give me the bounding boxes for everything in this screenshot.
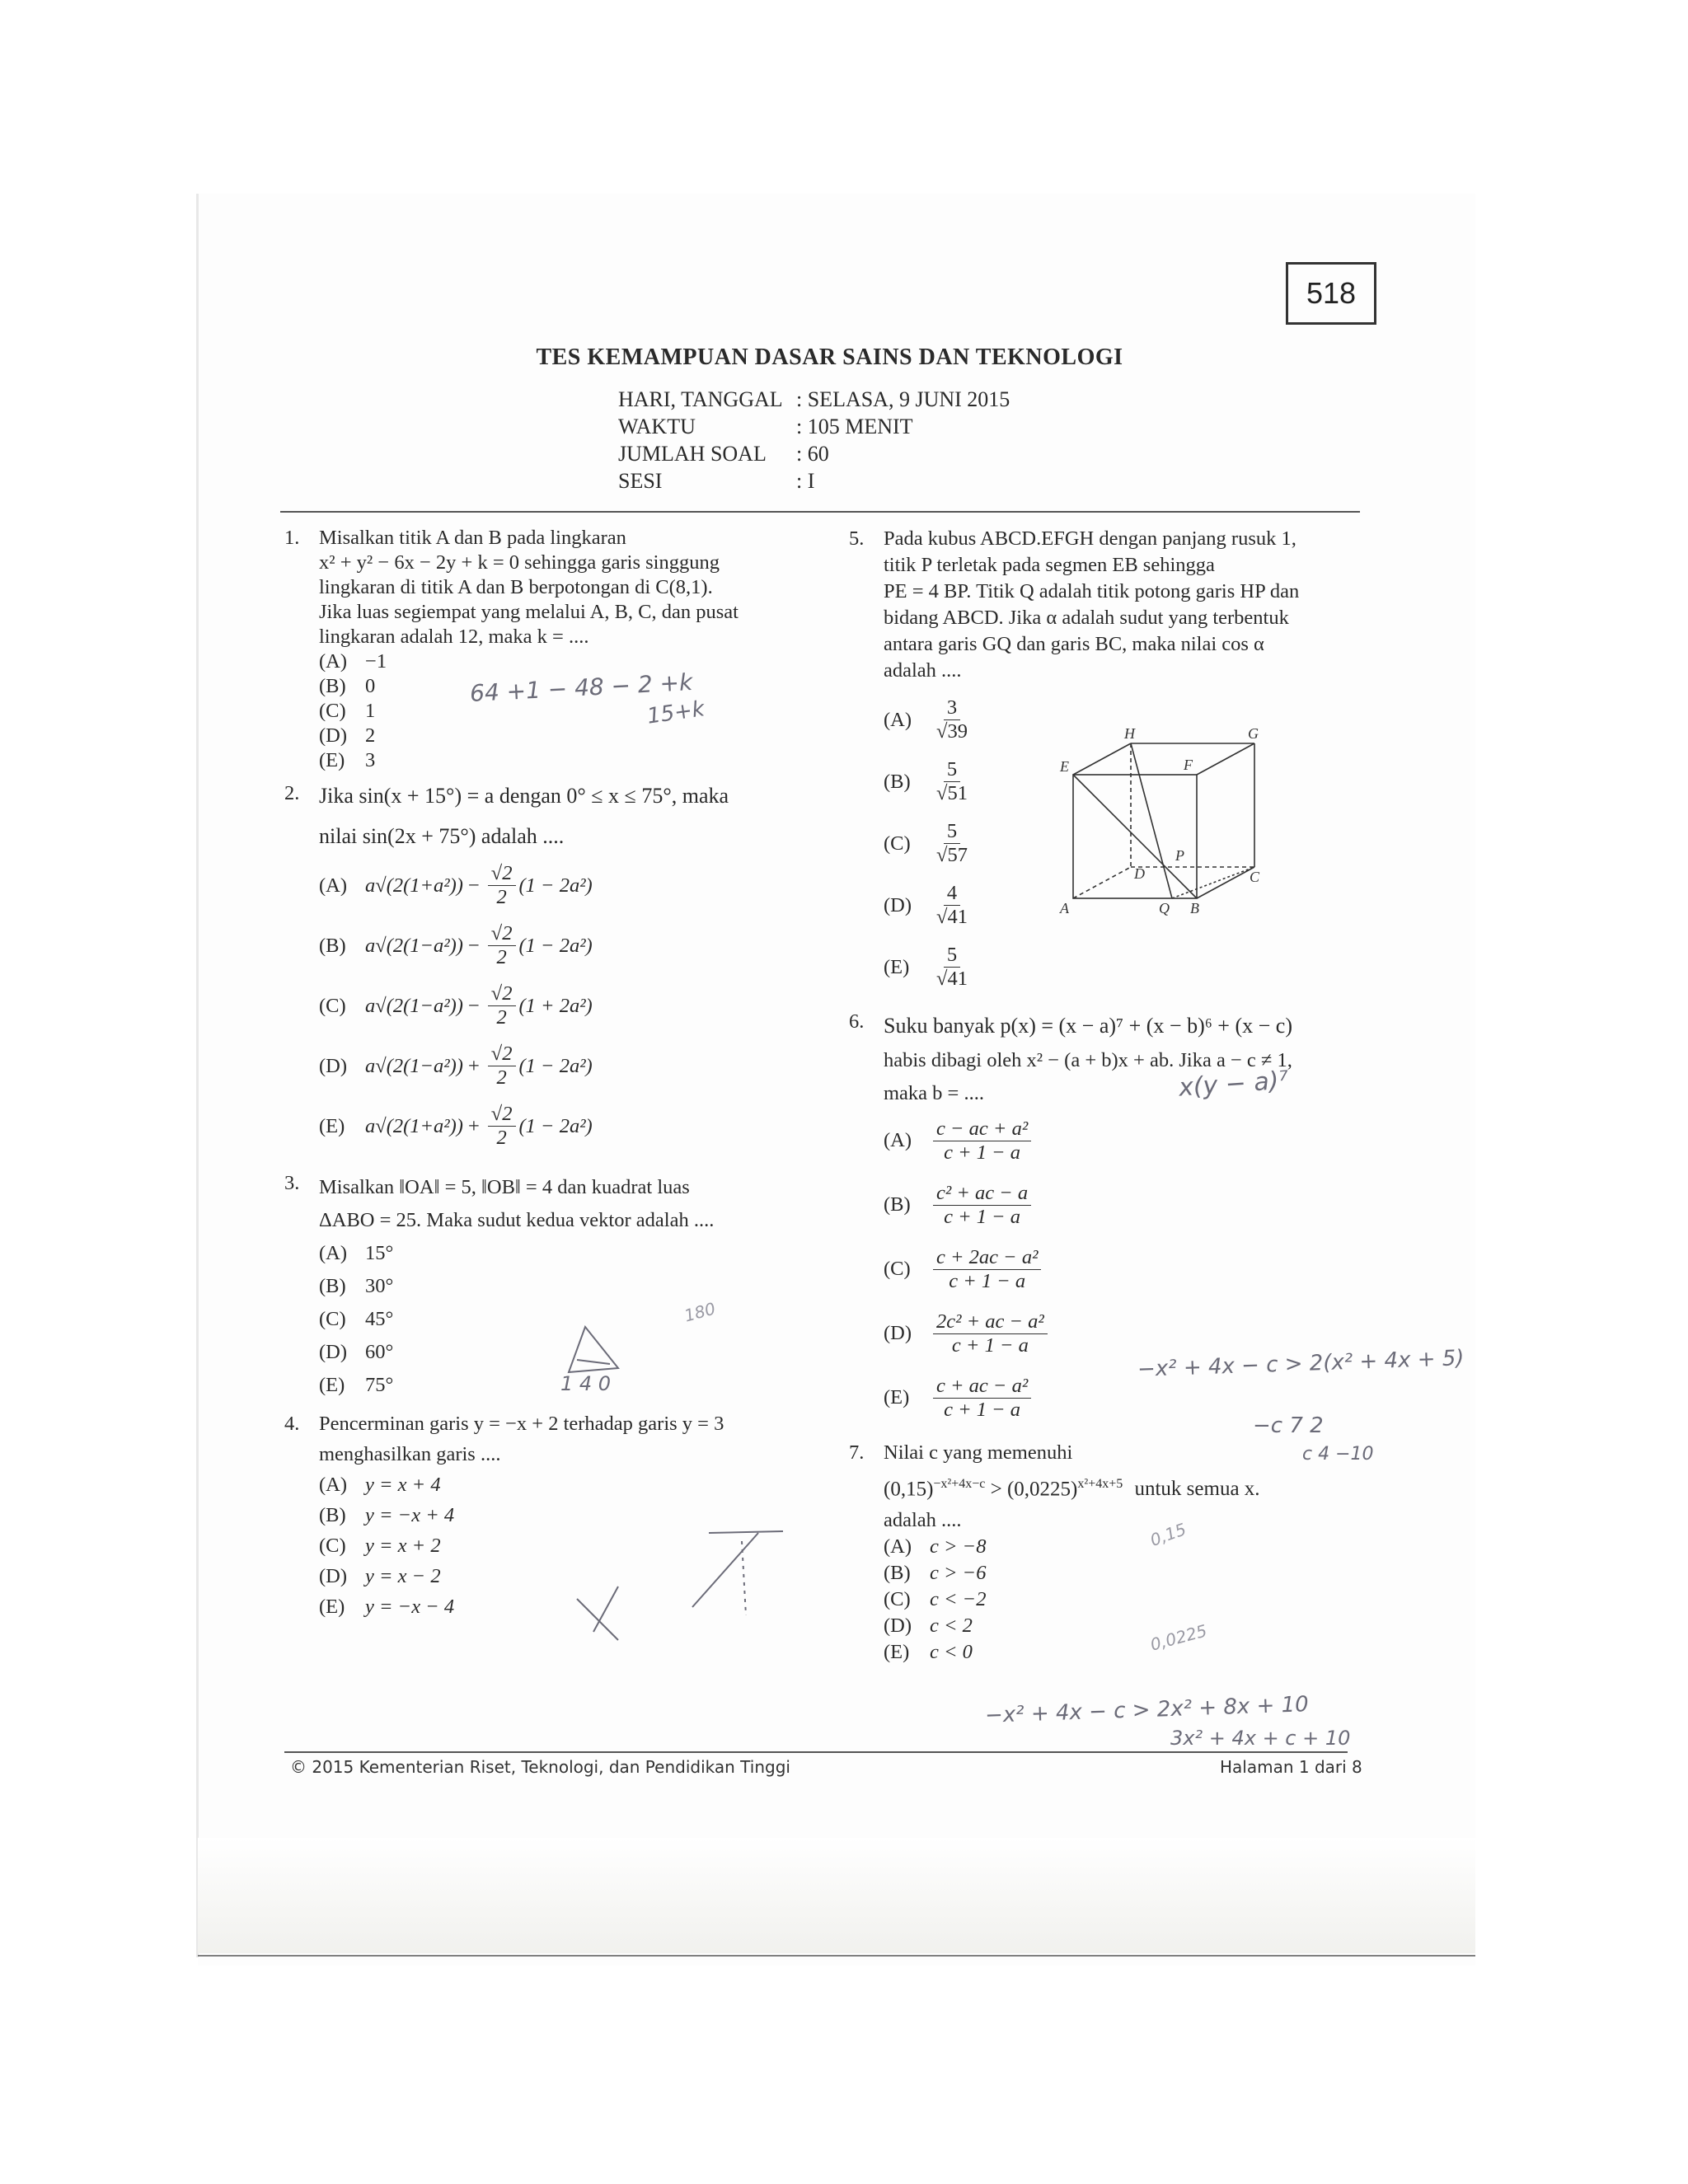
- question-body: [319, 781, 812, 1156]
- question-text: bidang ABCD. Jika α adalah sudut yang terbentuk: [884, 607, 1289, 629]
- question-7: [849, 1440, 1393, 1666]
- handwritten-note: 64 +1 − 48 − 2 +k: [469, 668, 694, 708]
- meta-value: : SELASA, 9 JUNI 2015: [796, 387, 1010, 411]
- exam-code-box: [1286, 262, 1376, 325]
- option-value: y = x + 2: [365, 1535, 441, 1557]
- cube-diagram: [1055, 725, 1269, 931]
- vertex-label: Q: [1159, 900, 1170, 916]
- answer-option: [884, 1173, 1393, 1237]
- fraction-denominator: 2: [496, 1066, 507, 1089]
- vertex-label: B: [1190, 900, 1199, 916]
- fraction-denominator: √41: [936, 906, 968, 928]
- question-text: titik P terletak pada segmen EB sehingga: [884, 554, 1215, 576]
- fraction-numerator: c² + ac − a: [933, 1182, 1031, 1206]
- footer-page-number: Halaman 1 dari 8: [1220, 1757, 1362, 1777]
- handwritten-note: c 4 −10: [1302, 1444, 1374, 1465]
- fraction-denominator: 2: [496, 946, 507, 968]
- option-operator: −: [467, 934, 480, 957]
- option-letter: (E): [319, 1374, 345, 1396]
- question-text: antara garis GQ dan garis BC, maka nilai cos α: [884, 633, 1264, 655]
- option-letter: (C): [884, 832, 911, 855]
- fraction: [488, 1043, 516, 1090]
- answer-option: [884, 1560, 1393, 1586]
- fraction-denominator: c + 1 − a: [944, 1205, 1021, 1228]
- option-value: 30°: [365, 1275, 394, 1297]
- option-letter: (B): [319, 1504, 346, 1526]
- answer-option: [884, 1534, 1393, 1560]
- answer-option: [319, 724, 812, 748]
- option-letter: (B): [884, 1562, 911, 1585]
- vertex-label: H: [1124, 725, 1135, 742]
- fraction-numerator: c + 2ac − a²: [933, 1246, 1041, 1270]
- option-letter: (E): [884, 1386, 910, 1408]
- handwritten-note: −c 7 2: [1253, 1413, 1324, 1438]
- option-letter: (D): [884, 1322, 912, 1344]
- option-operator: +: [467, 1054, 480, 1077]
- fraction-denominator: √39: [936, 720, 968, 743]
- meta-row: [618, 386, 1010, 413]
- question-text: menghasilkan garis ....: [319, 1443, 501, 1465]
- option-factor: (1 − 2a²): [518, 874, 593, 897]
- vertex-label: D: [1134, 865, 1145, 882]
- question-text: Jika sin(x + 15°) = a: [319, 784, 495, 808]
- handwritten-note: −x² + 4x − c > 2x² + 8x + 10: [984, 1692, 1310, 1728]
- option-letter: (A): [884, 708, 912, 731]
- answer-option: [319, 748, 812, 773]
- option-letter: (A): [319, 650, 348, 673]
- question-text: dengan 0° ≤ x ≤ 75°, maka: [499, 784, 729, 808]
- answer-option: [319, 855, 812, 916]
- question-number: 4.: [284, 1413, 300, 1435]
- option-letter: (B): [319, 934, 346, 957]
- fraction-denominator: c + 1 − a: [944, 1398, 1021, 1421]
- question-number: 2.: [284, 782, 300, 804]
- question-text: maka b = ....: [884, 1082, 984, 1104]
- vertex-label: C: [1250, 869, 1260, 885]
- handwritten-note: 3x² + 4x + c + 10: [1170, 1727, 1351, 1750]
- option-letter: (A): [319, 874, 348, 897]
- answer-option: [319, 1469, 812, 1500]
- question-number: 3.: [284, 1172, 300, 1194]
- right-column: [849, 526, 1393, 1666]
- meta-value: : 105 MENIT: [796, 415, 913, 438]
- question-text: Pencerminan garis y = −x + 2 terhadap garis y = 3: [319, 1413, 724, 1435]
- option-value: 45°: [365, 1308, 394, 1330]
- fraction-numerator: 5: [944, 758, 960, 782]
- fraction: [488, 1103, 516, 1150]
- option-value: y = x + 4: [365, 1474, 441, 1496]
- sketch-stroke: [709, 1531, 783, 1533]
- vertex-label: P: [1175, 847, 1184, 864]
- fraction-denominator: c + 1 − a: [949, 1269, 1026, 1292]
- option-value: 60°: [365, 1341, 394, 1363]
- answer-option: [884, 1108, 1393, 1173]
- question-number: 1.: [284, 527, 300, 549]
- meta-label: WAKTU: [618, 415, 696, 438]
- fraction-denominator: c + 1 − a: [944, 1141, 1021, 1164]
- option-radical-term: a√(2(1−a²)): [365, 934, 463, 957]
- handwritten-note: x(y − a)⁷: [1177, 1066, 1290, 1103]
- question-text: Pada kubus ABCD.EFGH dengan panjang rusuk 1,: [884, 527, 1296, 550]
- handwritten-note: 0,15: [1147, 1519, 1189, 1550]
- question-text: ΔABO = 25. Maka sudut kedua vektor adalah ....: [319, 1209, 715, 1231]
- option-operator: −: [467, 874, 480, 897]
- handwritten-note: 15+k: [645, 696, 706, 729]
- question-text: Jika luas segiempat yang melalui A, B, C, dan pusat: [319, 601, 738, 623]
- option-operator: +: [467, 1114, 480, 1137]
- fraction-numerator: 4: [944, 882, 960, 906]
- scan-left-edge: [196, 194, 199, 1957]
- option-factor: (1 + 2a²): [518, 994, 593, 1017]
- fraction: [933, 882, 971, 929]
- sketch-stroke: [692, 1533, 758, 1607]
- option-letter: (D): [319, 1341, 348, 1363]
- option-value: c > −6: [930, 1562, 987, 1585]
- fraction-denominator: √41: [936, 968, 968, 990]
- option-letter: (E): [319, 1114, 345, 1137]
- meta-value: : I: [796, 469, 815, 493]
- option-factor: (1 − 2a²): [518, 1054, 593, 1077]
- fraction-denominator: 2: [496, 886, 507, 908]
- handwritten-note: −x² + 4x − c > 2(x² + 4x + 5): [1137, 1346, 1465, 1382]
- question-body: [319, 526, 812, 773]
- answer-option: [884, 1639, 1393, 1666]
- question-text: untuk semua x.: [1134, 1478, 1260, 1501]
- fraction-denominator: √57: [936, 844, 968, 866]
- option-letter: (B): [884, 1193, 911, 1216]
- fraction-numerator: 5: [944, 820, 960, 844]
- option-letter: (D): [884, 893, 912, 916]
- handwritten-sketch: [560, 1310, 635, 1385]
- option-value: y = −x + 4: [365, 1504, 455, 1526]
- option-value: c > −8: [930, 1535, 987, 1558]
- sketch-stroke: [577, 1360, 610, 1364]
- fraction: [933, 820, 971, 867]
- fraction-numerator: √2: [488, 1043, 516, 1066]
- option-letter: (E): [319, 749, 345, 771]
- cube-edge: [1197, 867, 1254, 898]
- fraction: [933, 1182, 1031, 1229]
- option-letter: (D): [319, 1565, 348, 1587]
- question-inequality: [884, 1466, 1393, 1507]
- option-value: 75°: [365, 1374, 394, 1396]
- option-value: 15°: [365, 1242, 394, 1264]
- option-letter: (C): [884, 1258, 911, 1280]
- question-text: lingkaran adalah 12, maka k = ....: [319, 626, 589, 648]
- fraction: [488, 862, 516, 909]
- handwritten-note: 1 4 0: [560, 1372, 612, 1395]
- option-letter: (C): [319, 1535, 346, 1557]
- cube-edge: [1073, 743, 1131, 775]
- answer-option: [884, 936, 1393, 998]
- inequality-sign: >: [985, 1478, 1007, 1501]
- sketch-triangle: [569, 1327, 618, 1372]
- option-value: c < 2: [930, 1615, 973, 1638]
- option-value: c < −2: [930, 1588, 987, 1611]
- fraction-numerator: √2: [488, 1103, 516, 1127]
- fraction-denominator: √51: [936, 782, 968, 804]
- option-operator: −: [467, 994, 480, 1017]
- fraction: [933, 1375, 1031, 1422]
- question-text: Nilai c yang memenuhi: [884, 1441, 1073, 1464]
- sketch-stroke: [742, 1541, 746, 1615]
- line-gq: [1172, 867, 1254, 898]
- option-letter: (D): [884, 1615, 912, 1638]
- exam-code: 518: [1306, 276, 1357, 310]
- option-radical-term: a√(2(1−a²)): [365, 1054, 463, 1077]
- meta-row: [618, 467, 1010, 494]
- inequality-exponent: x²+4x+5: [1077, 1477, 1123, 1491]
- meta-label: HARI, TANGGAL: [618, 387, 783, 411]
- option-letter: (A): [884, 1129, 912, 1151]
- scan-bottom-shade: [198, 1838, 1475, 1953]
- option-value: c < 0: [930, 1641, 973, 1664]
- option-factor: (1 − 2a²): [518, 934, 593, 957]
- page-title-text: TES KEMAMPUAN DASAR SAINS DAN TEKNOLOGI: [536, 344, 1123, 370]
- option-letter: (B): [884, 770, 911, 793]
- answer-option: [319, 1096, 812, 1156]
- footer-divider: [284, 1751, 1348, 1753]
- option-letter: (C): [319, 700, 346, 722]
- header-divider: [280, 511, 1360, 513]
- question-text: Misalkan titik A dan B pada lingkaran: [319, 527, 626, 549]
- handwritten-note: 0,0225: [1148, 1620, 1209, 1655]
- inequality-base: (0,15): [884, 1478, 934, 1501]
- option-radical-term: a√(2(1+a²)): [365, 874, 463, 897]
- vertex-label: E: [1060, 758, 1069, 775]
- fraction-denominator: c + 1 − a: [951, 1333, 1029, 1357]
- question-number: 6.: [849, 1010, 865, 1033]
- question-text: lingkaran di titik A dan B berpotongan di C(8,1).: [319, 576, 713, 598]
- question-text: Misalkan ‖OA‖ = 5, ‖OB‖ = 4 dan kuadrat luas: [319, 1176, 690, 1198]
- option-letter: (E): [884, 955, 910, 978]
- fraction: [488, 982, 516, 1029]
- question-text: PE = 4 BP. Titik Q adalah titik potong garis HP dan: [884, 580, 1300, 602]
- handwritten-note: 180: [682, 1298, 718, 1326]
- option-value: 0: [365, 675, 376, 697]
- option-letter: (E): [884, 1641, 910, 1664]
- cube-edge: [1197, 743, 1254, 775]
- option-letter: (D): [319, 724, 348, 747]
- sketch-stroke: [593, 1586, 618, 1632]
- question-2: [284, 781, 812, 1156]
- fraction: [933, 1118, 1031, 1165]
- option-letter: (C): [884, 1588, 911, 1611]
- fraction-numerator: 2c² + ac − a²: [933, 1310, 1048, 1334]
- answer-option: [884, 1613, 1393, 1639]
- fraction-numerator: 3: [944, 696, 960, 720]
- option-letter: (C): [319, 1308, 346, 1330]
- question-1: [284, 526, 812, 773]
- question-text: habis dibagi oleh x² − (a + b)x + ab. Jika a − c ≠ 1,: [884, 1049, 1292, 1071]
- meta-label: SESI: [618, 469, 663, 493]
- vertex-label: G: [1248, 725, 1259, 742]
- fraction: [933, 1246, 1041, 1293]
- answer-option: [319, 976, 812, 1036]
- question-text: adalah ....: [884, 1509, 962, 1532]
- exam-meta: [618, 386, 1010, 494]
- answer-option: [319, 699, 812, 724]
- vertex-label: F: [1184, 757, 1193, 773]
- scan-bottom-edge: [198, 1955, 1475, 1957]
- fraction-numerator: c − ac + a²: [933, 1118, 1031, 1141]
- fraction: [933, 696, 971, 743]
- option-letter: (E): [319, 1596, 345, 1618]
- answer-option: [319, 1237, 812, 1270]
- option-value: 2: [365, 724, 376, 747]
- option-letter: (B): [319, 1275, 346, 1297]
- meta-row: [618, 440, 1010, 467]
- option-value: y = −x − 4: [365, 1596, 455, 1618]
- option-value: y = x − 2: [365, 1565, 441, 1587]
- answer-option: [319, 649, 812, 674]
- fraction: [933, 758, 971, 805]
- option-letter: (D): [319, 1054, 348, 1077]
- fraction-denominator: 2: [496, 1006, 507, 1029]
- question-3: [284, 1171, 812, 1402]
- option-value: 3: [365, 749, 376, 771]
- footer-copyright: © 2015 Kementerian Riset, Teknologi, dan Pendidikan Tinggi: [290, 1757, 790, 1777]
- question-number: 5.: [849, 527, 865, 550]
- question-text: Suku banyak p(x) = (x − a)⁷ + (x − b)⁶ + (x − c): [884, 1014, 1292, 1038]
- fraction-numerator: √2: [488, 982, 516, 1006]
- inequality-exponent: −x²+4x−c: [933, 1477, 986, 1491]
- option-letter: (A): [319, 1242, 348, 1264]
- option-letter: (A): [319, 1474, 348, 1496]
- fraction-denominator: 2: [496, 1127, 507, 1149]
- fraction-numerator: c + ac − a²: [933, 1375, 1031, 1399]
- question-equation: x² + y² − 6x − 2y + k = 0 sehingga garis singgung: [319, 551, 720, 574]
- option-value: −1: [365, 650, 387, 673]
- option-radical-term: a√(2(1+a²)): [365, 1114, 463, 1137]
- fraction: [933, 1310, 1048, 1357]
- meta-label: JUMLAH SOAL: [618, 442, 767, 466]
- question-text: adalah ....: [884, 659, 962, 682]
- option-factor: (1 − 2a²): [518, 1114, 593, 1137]
- option-value: 1: [365, 700, 376, 722]
- cube-hidden-edge: [1073, 867, 1131, 898]
- answer-option: [884, 1586, 1393, 1613]
- fraction-numerator: √2: [488, 922, 516, 946]
- option-letter: (A): [884, 1535, 912, 1558]
- answer-option: [319, 1036, 812, 1096]
- option-radical-term: a√(2(1−a²)): [365, 994, 463, 1017]
- question-body: [884, 1440, 1393, 1666]
- answer-option: [319, 1270, 812, 1303]
- question-text: nilai sin(2x + 75°) adalah ....: [319, 824, 565, 848]
- handwritten-sketch: [569, 1516, 791, 1648]
- answer-option: [884, 1237, 1393, 1301]
- option-letter: (C): [319, 994, 346, 1017]
- fraction-numerator: 5: [944, 944, 960, 968]
- fraction: [488, 922, 516, 969]
- inequality-base: (0,0225): [1006, 1478, 1078, 1501]
- question-number: 7.: [849, 1441, 865, 1464]
- meta-value: : 60: [796, 442, 829, 466]
- page-title: [0, 344, 1688, 371]
- answer-options: [319, 855, 812, 1156]
- sketch-stroke: [577, 1599, 618, 1640]
- fraction-numerator: √2: [488, 862, 516, 886]
- answer-option: [319, 916, 812, 976]
- option-letter: (B): [319, 675, 346, 697]
- meta-row: [618, 413, 1010, 440]
- vertex-label: A: [1060, 900, 1069, 916]
- fraction: [933, 944, 971, 991]
